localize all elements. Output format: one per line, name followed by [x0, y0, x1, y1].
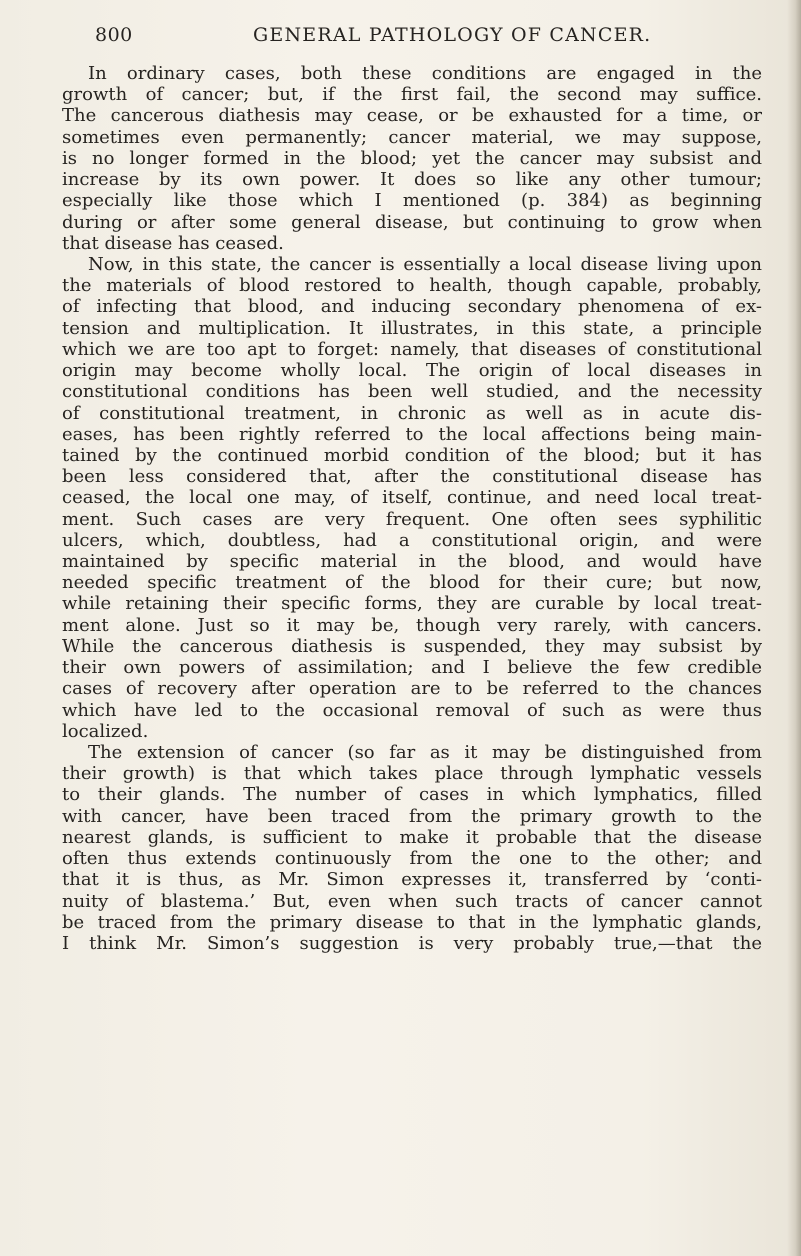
text-line: ulcers, which, doubtless, had a constitutional origin, and were [62, 529, 762, 551]
text-line: during or after some general disease, but continuing to grow when [62, 211, 762, 233]
text-line: often thus extends continuously from the one to the other; and [62, 848, 762, 870]
text-line: I think Mr. Simon’s suggestion is very probably true,—that the [62, 932, 762, 954]
text-line: localized. [62, 720, 149, 742]
text-line: tained by the continued morbid condition of the blood; but it has [62, 444, 762, 466]
page-header [0, 24, 801, 50]
text-line: which we are too apt to forget: namely, that diseases of constitutional [62, 338, 762, 360]
text-line: to their glands. The number of cases in which lymphatics, filled [62, 784, 762, 806]
text-line: Now, in this state, the cancer is essentially a local disease living upon [88, 253, 762, 275]
text-line: While the cancerous diathesis is suspended, they may subsist by [62, 635, 762, 657]
text-line: while retaining their specific forms, they are curable by local treat- [62, 593, 762, 615]
text-line: their own powers of assimilation; and I believe the few credible [62, 657, 762, 679]
text-line: with cancer, have been traced from the primary growth to the [62, 805, 762, 827]
text-line: tension and multiplication. It illustrates, in this state, a principle [62, 317, 762, 339]
text-line: eases, has been rightly referred to the local affections being main- [62, 423, 762, 445]
text-line: that it is thus, as Mr. Simon expresses it, transferred by ‘conti- [62, 869, 762, 891]
text-line: The cancerous diathesis may cease, or be exhausted for a time, or [62, 105, 762, 127]
text-line: that disease has ceased. [62, 232, 284, 254]
text-line: ment alone. Just so it may be, though very rarely, with cancers. [62, 614, 762, 636]
text-line: increase by its own power. It does so like any other tumour; [62, 169, 762, 191]
text-line: ceased, the local one may, of itself, continue, and need local treat- [62, 487, 762, 509]
text-line: of infecting that blood, and inducing secondary phenomena of ex- [62, 296, 762, 318]
text-line: the materials of blood restored to health, though capable, probably, [62, 275, 762, 297]
text-line: In ordinary cases, both these conditions are engaged in the [88, 63, 762, 84]
running-head: GENERAL PATHOLOGY OF CANCER. [253, 24, 652, 46]
text-line: maintained by specific material in the blood, and would have [62, 551, 762, 573]
text-line: been less considered that, after the constitutional disease has [62, 466, 762, 488]
text-line: their growth) is that which takes place through lymphatic vessels [62, 763, 762, 785]
text-line: which have led to the occasional removal of such as were thus [62, 699, 762, 721]
text-line: especially like those which I mentioned (p. 384) as beginning [62, 190, 762, 212]
page-edge-shadow [787, 0, 801, 1256]
text-line: origin may become wholly local. The origin of local diseases in [62, 360, 762, 382]
text-line: The extension of cancer (so far as it may be distinguished from [88, 742, 762, 763]
text-line: nearest glands, is sufficient to make it probable that the disease [62, 826, 762, 848]
text-line: sometimes even permanently; cancer material, we may suppose, [62, 126, 762, 148]
text-line: constitutional conditions has been well studied, and the necessity [62, 381, 762, 403]
text-line: cases of recovery after operation are to be referred to the chances [62, 678, 762, 700]
text-line: be traced from the primary disease to that in the lymphatic glands, [62, 911, 762, 933]
text-line: is no longer formed in the blood; yet the cancer may subsist and [62, 147, 762, 169]
text-line: of constitutional treatment, in chronic as well as in acute dis- [62, 402, 762, 424]
text-line: ment. Such cases are very frequent. One often sees syphilitic [62, 508, 762, 530]
text-line: needed specific treatment of the blood for their cure; but now, [62, 572, 762, 594]
page-number: 800 [95, 24, 133, 46]
body-text [62, 63, 762, 954]
text-line: nuity of blastema.’ But, even when such tracts of cancer cannot [62, 890, 762, 912]
text-line: growth of cancer; but, if the first fail, the second may suffice. [62, 84, 762, 106]
